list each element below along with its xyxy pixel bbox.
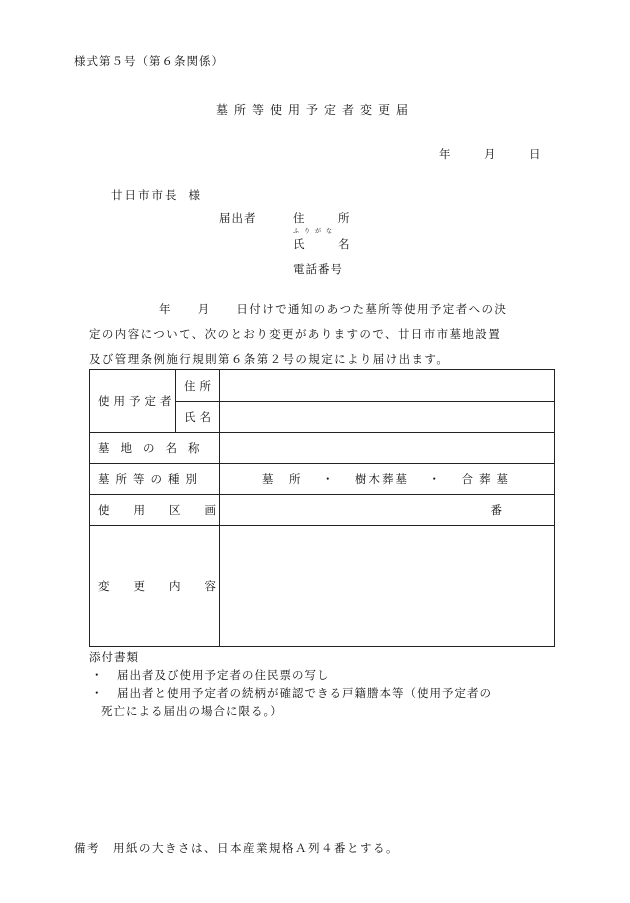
grave-type-separator-2: ・ [428,472,442,486]
body-line-3: 及び管理条例施行規則第６条第２号の規定により届け出ます。 [89,352,450,366]
attachments-heading: 添付書類 [89,650,139,664]
date-year-label: 年 [439,147,451,161]
attachment-item-2 [91,685,492,701]
remark: 備考 用紙の大きさは、日本産業規格Ａ列４番とする。 [74,841,399,855]
phone-label: 電話番号 [293,262,343,276]
change-form-table [89,369,555,647]
attachment-item-1-text: 届出者及び使用予定者の住民票の写し [117,668,330,682]
addressee-honorific: 様 [188,188,202,202]
cemetery-name-label: 墓地の名称 [90,433,220,464]
name-label-1: 氏 [293,237,305,251]
name-label-2: 名 [338,237,350,251]
planned-user-name-field[interactable] [220,402,555,433]
grave-type-option-1[interactable]: 墓 所 [262,472,303,486]
section-field[interactable] [220,495,555,526]
attachment-item-2-continuation: 死亡による届出の場合に限る。） [101,704,283,718]
date-month-label: 月 [484,147,496,161]
body-paragraph [89,297,554,372]
attachment-item-2-text: 届出者と使用予定者の続柄が確認できる戸籍謄本等（使用予定者の [117,686,492,700]
bullet-1: ・ [91,668,104,682]
change-content-field[interactable] [220,526,555,647]
grave-type-option-2[interactable]: 樹木葬墓 [355,472,409,486]
body-line-2: 定の内容について、次のとおり変更がありますので、廿日市市墓地設置 [89,327,502,341]
grave-type-label: 墓所等の種別 [90,464,220,495]
section-label: 使用区画 [90,495,220,526]
cemetery-name-field[interactable] [220,433,555,464]
bullet-2: ・ [91,686,104,700]
attachment-item-1 [91,667,330,683]
document-title: 墓所等使用予定者変更届 [215,103,414,117]
address-label-2: 所 [338,211,350,225]
planned-user-label: 使用予定者 [90,370,176,433]
planned-user-name-label: 氏名 [176,402,220,433]
form-number: 様式第５号（第６条関係） [74,54,224,68]
planned-user-address-field[interactable] [220,370,555,402]
address-label-1: 住 [293,211,305,225]
addressee-name: 廿日市市長 [111,188,179,202]
grave-type-option-3[interactable]: 合葬墓 [461,472,514,486]
name-ruby: ふりがな [293,228,338,235]
grave-type-separator-1: ・ [322,472,336,486]
grave-type-field[interactable] [220,464,555,495]
section-suffix: 番 [490,503,502,517]
date-day-label: 日 [529,147,541,161]
addressee [111,187,202,203]
notifier-label: 届出者 [219,211,257,225]
change-content-label: 変更内容 [90,526,220,647]
body-line-1: 年 月 日付けで通知のあつた墓所等使用予定者への決 [159,302,508,316]
planned-user-address-label: 住所 [176,370,220,402]
